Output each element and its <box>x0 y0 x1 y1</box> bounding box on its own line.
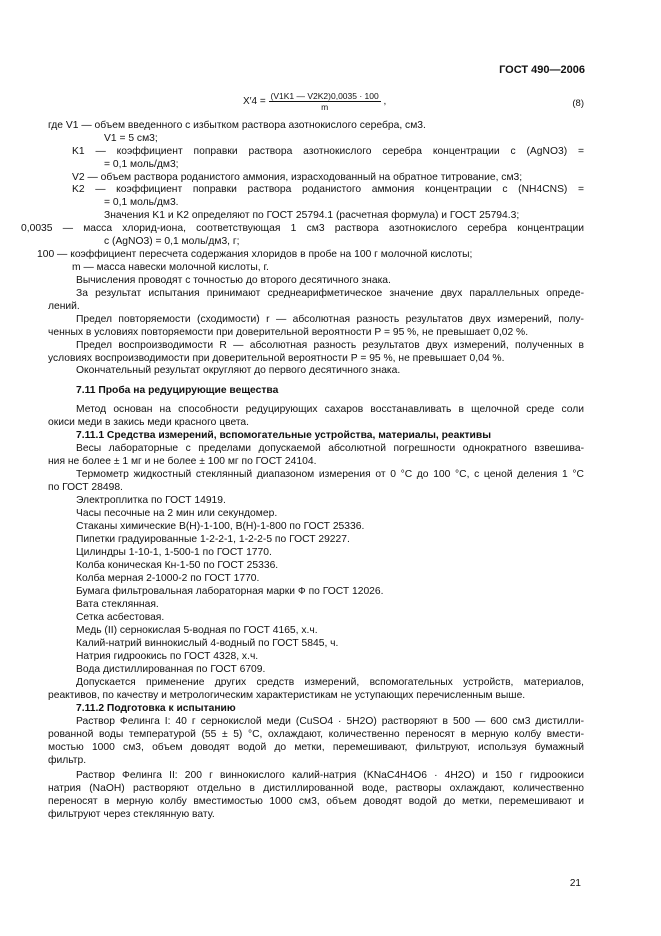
text-line: Вычисления проводят с точностью до второго десятичного знака. <box>76 275 391 286</box>
text-line: c (AgNO3) = 0,1 моль/дм3, г; <box>104 236 240 247</box>
text-line: 7.11.2 Подготовка к испытанию <box>76 703 236 714</box>
text-line: ченных в условиях повторяемости при доверительной вероятности P = 95 %, не превышает 0,02 %. <box>48 327 529 338</box>
text-line: окиси меди в закись меди красного цвета. <box>48 417 250 428</box>
formula-numerator: (V1K1 — V2K2)0,0035 · 100 <box>270 91 379 101</box>
text-line: лений. <box>48 301 80 312</box>
text-line: Метод основан на способности редуцирующих сахаров восстанавливать в щелочной среде соли <box>76 404 584 415</box>
text-line: Бумага фильтровальная лабораторная марки Ф по ГОСТ 12026. <box>76 586 384 597</box>
text-line: реактивов, по качеству и метрологическим характеристикам не уступающих перечисленным выше. <box>48 690 526 701</box>
text-line: Часы песочные на 2 мин или секундомер. <box>76 508 278 519</box>
text-line: Стаканы химические В(Н)-1-100, В(Н)-1-800 по ГОСТ 25336. <box>76 521 365 532</box>
text-line: Допускается применение других средств измерений, вспомогательных устройств, материалов, <box>76 677 584 688</box>
text-line: Колба мерная 2-1000-2 по ГОСТ 1770. <box>76 573 260 584</box>
text-line: Предел повторяемости (сходимости) r — абсолютная разность результатов двух измерений, полу- <box>76 314 584 325</box>
text-line: V2 — объем раствора роданистого аммония, израсходованный на обратное титрование, см3; <box>72 172 523 183</box>
text-line: Медь (II) сернокислая 5-водная по ГОСТ 4165, х.ч. <box>76 625 318 636</box>
text-line: 100 — коэффициент пересчета содержания хлоридов в пробе на 100 г молочной кислоты; <box>37 249 473 260</box>
text-line: Вата стеклянная. <box>76 599 159 610</box>
text-line: фильтр. <box>48 755 87 766</box>
formula-lhs: X′4 = <box>243 96 266 108</box>
text-line: m — масса навески молочной кислоты, г. <box>72 262 269 273</box>
text-line: Предел воспроизводимости R — абсолютная разность результатов двух измерений, полученных в <box>76 340 584 351</box>
equation-number: (8) <box>572 98 584 109</box>
text-line: 7.11.1 Средства измерений, вспомогательные устройства, материалы, реактивы <box>76 430 492 441</box>
text-line: мостью 1000 см3, объем доводят водой до метки, перемешивают, фильтруют, используя бумажный <box>48 742 584 753</box>
text-line: ния не более ± 1 мг и не более ± 100 мг по ГОСТ 24104. <box>48 456 317 467</box>
text-line: Калий-натрий виннокислый 4-водный по ГОСТ 5845, ч. <box>76 638 339 649</box>
page-number: 21 <box>569 878 581 889</box>
formula-fraction <box>269 91 381 112</box>
text-line: переносят в мерную колбу вместимостью 1000 см3, объем доводят водой до метки, перемешивают и <box>48 796 584 807</box>
text-line: Пипетки градуированные 1-2-2-1, 1-2-2-5 по ГОСТ 29227. <box>76 534 350 545</box>
text-line: Цилиндры 1-10-1, 1-500-1 по ГОСТ 1770. <box>76 547 272 558</box>
text-line: Окончательный результат округляют до первого десятичного знака. <box>76 365 401 376</box>
text-line: V1 = 5 см3; <box>104 133 158 144</box>
text-line: Электроплитка по ГОСТ 14919. <box>76 495 226 506</box>
text-line: условиях воспроизводимости при доверительной вероятности P = 95 %, не превышает 0,04 %. <box>48 353 505 364</box>
text-line: Вода дистиллированная по ГОСТ 6709. <box>76 664 266 675</box>
text-line: где V1 — объем введенного с избытком раствора азотнокислого серебра, см3. <box>48 120 426 131</box>
formula-tail: , <box>383 96 387 108</box>
text-line: K1 — коэффициент поправки раствора азотнокислого серебра концентрации c (AgNO3) = <box>72 146 584 157</box>
text-line: Раствор Фелинга I: 40 г сернокислой меди (CuSO4 · 5H2O) растворяют в 500 — 600 см3 дистилли- <box>76 716 584 727</box>
document-header: ГОСТ 490—2006 <box>499 64 585 76</box>
text-line: Термометр жидкостный стеклянный диапазоном измерения от 0 °С до 100 °С, с ценой деления 1 °С <box>76 469 584 480</box>
text-line: 0,0035 — масса хлорид-иона, соответствующая 1 см3 раствора азотнокислого серебра концентрации <box>21 223 584 234</box>
text-line: K2 — коэффициент поправки раствора роданистого аммония концентрации c (NH4CNS) = <box>72 184 584 195</box>
text-line: фильтруют через стеклянную вату. <box>48 809 215 820</box>
text-line: = 0,1 моль/дм3. <box>104 197 179 208</box>
text-line: 7.11 Проба на редуцирующие вещества <box>76 385 279 396</box>
text-line: по ГОСТ 28498. <box>48 482 123 493</box>
text-line: = 0,1 моль/дм3; <box>104 159 179 170</box>
text-line: Значения K1 и K2 определяют по ГОСТ 25794.1 (расчетная формула) и ГОСТ 25794.3; <box>104 210 520 221</box>
text-line: Натрия гидроокись по ГОСТ 4328, х.ч. <box>76 651 259 662</box>
text-line: Весы лабораторные с пределами допускаемой абсолютной погрешности однократного взвешива- <box>76 443 584 454</box>
text-line: Раствор Фелинга II: 200 г виннокислого калий-натрия (KNaC4H4O6 · 4H2O) и 150 г гидроокиси <box>76 770 584 781</box>
text-line: Сетка асбестовая. <box>76 612 165 623</box>
text-line: Колба коническая Кн-1-50 по ГОСТ 25336. <box>76 560 279 571</box>
formula-denominator: m <box>321 102 329 112</box>
formula-8 <box>243 91 386 112</box>
text-line: натрия (NaOH) растворяют отдельно в дистиллированной воде, растворы охлаждают, количественно <box>48 783 584 794</box>
text-line: рованной воды температурой (55 ± 5) °С, охлаждают, количественно переносят в мерную колбу вмести- <box>48 729 584 740</box>
text-line: За результат испытания принимают среднеарифметическое значение двух параллельных опреде- <box>76 288 584 299</box>
